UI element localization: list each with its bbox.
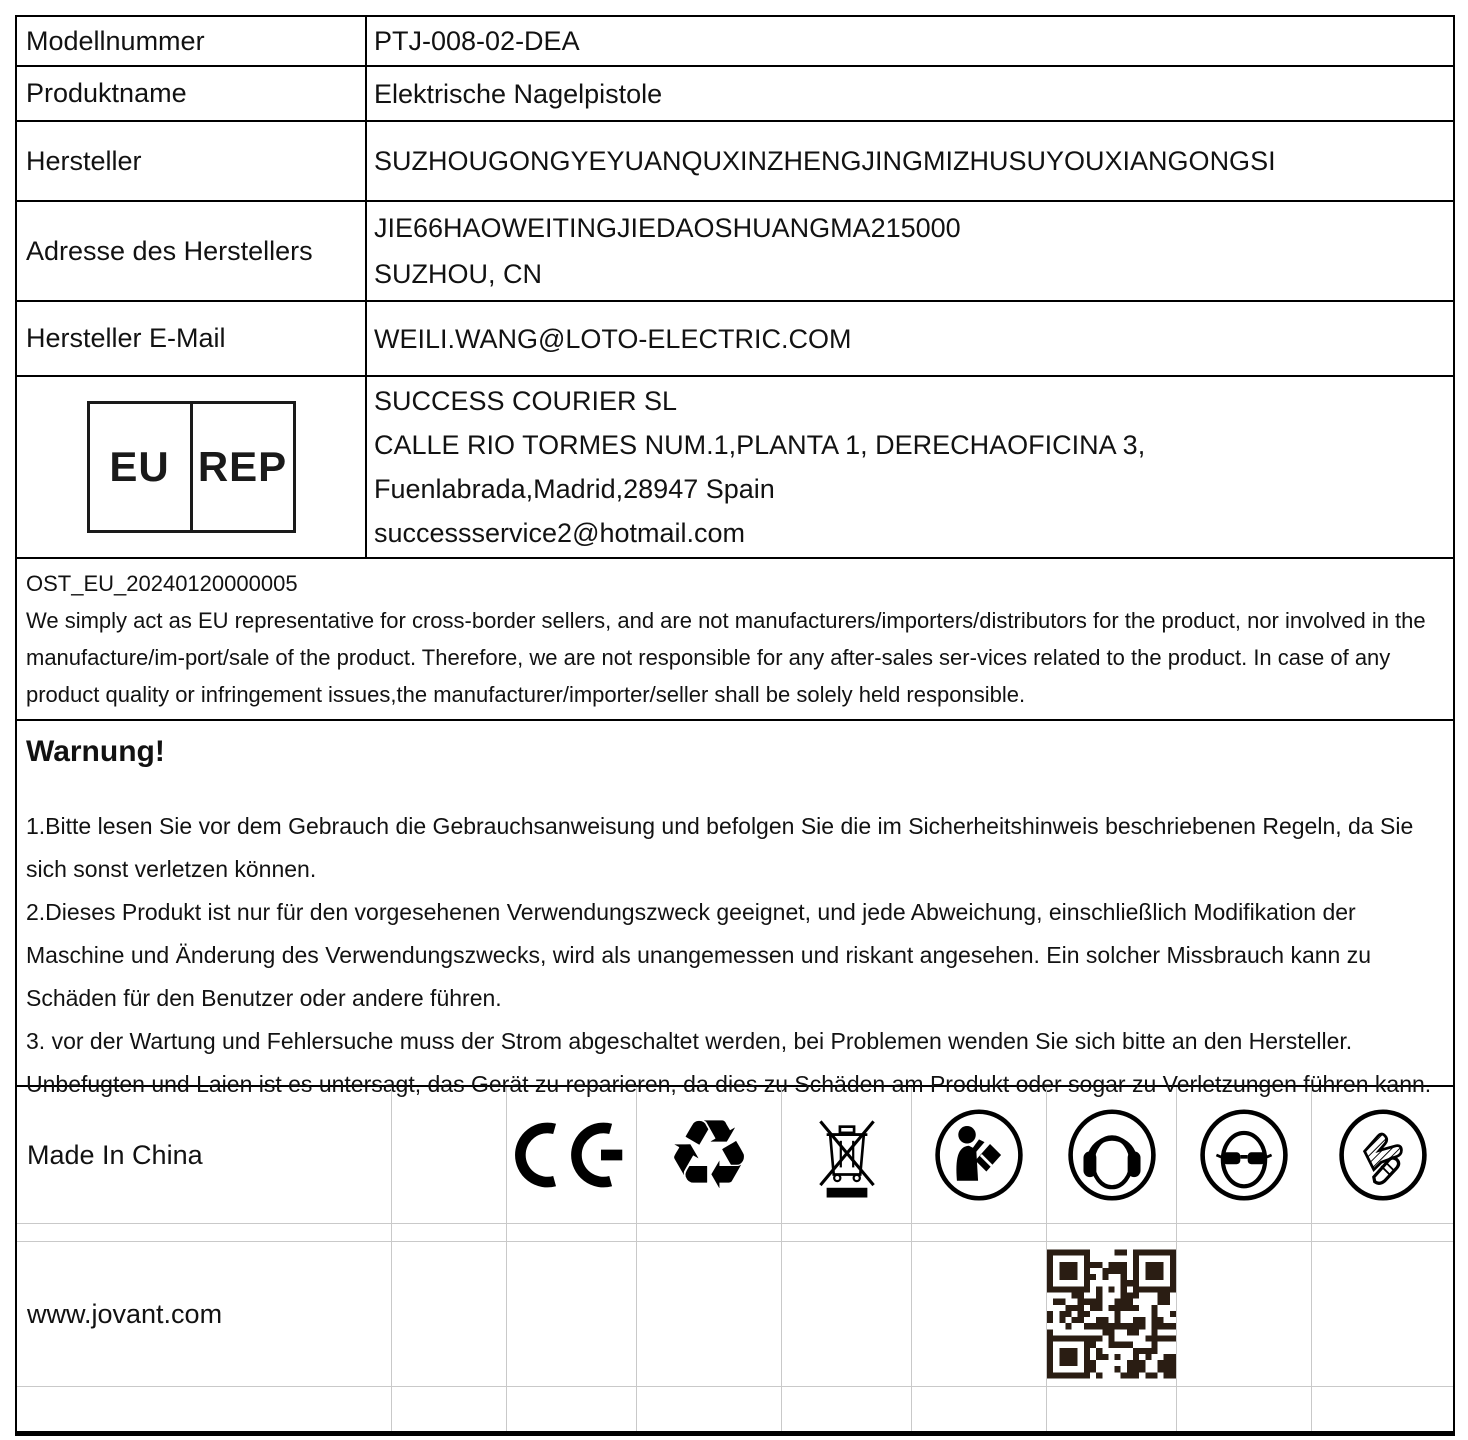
eu-rep-logo-rep: REP [197, 443, 288, 490]
weee-cell [782, 1087, 912, 1223]
model-number-label: Modellnummer [17, 17, 367, 65]
bottom-row [17, 1387, 1453, 1431]
website-text: www.jovant.com [27, 1298, 223, 1329]
recycle-cell [637, 1087, 782, 1223]
made-in-china-text: Made In China [27, 1139, 203, 1170]
address-line-2: SUZHOU, CN [374, 259, 542, 289]
warning-item-2: 2.Dieses Produkt ist nur für den vorgesehenen Verwendungszweck geeignet, und jede Abweichung, einschließlich Modifikation der Maschine und Änderung des Verwendungszwecks, wird als unangemessen und riskant angesehen. Ein solcher Missbrauch kann zu Schäden für den Benutzer oder andere führen. [26, 899, 1372, 1011]
footer-grid [17, 1087, 1453, 1431]
registration-number: OST_EU_20240120000005 [26, 571, 298, 596]
disclaimer-text: We simply act as EU representative for cross-border sellers, and are not manufacturers/importers/distributors for the product, nor involved in the manufacture/im-port/sale of the product. Therefore, we are not responsible for any after-sales ser-vices related to the product. In case of any product quality or infringement issues,the manufacturer/importer/seller shall be solely held responsible. [26, 608, 1426, 707]
icons-row [17, 1087, 1453, 1224]
table-row [17, 202, 1453, 302]
ce-cell [507, 1087, 637, 1223]
manufacturer-email-label: Hersteller E-Mail [17, 302, 367, 375]
warning-item-1: 1.Bitte lesen Sie vor dem Gebrauch die Gebrauchsanweisung und befolgen Sie die im Sicherheitshinweis beschriebenen Regeln, da Sie sich sonst verletzen können. [26, 813, 1414, 882]
eye-cell [1177, 1087, 1312, 1223]
origin-cell [17, 1087, 392, 1223]
eu-rep-row [17, 377, 1453, 559]
eu-rep-line-3: Fuenlabrada,Madrid,28947 Spain [374, 474, 775, 504]
read-manual-icon [933, 1109, 1025, 1201]
table-row [17, 67, 1453, 122]
eu-rep-logo-cell [17, 377, 367, 557]
table-row [17, 17, 1453, 67]
disclaimer-section [17, 559, 1453, 721]
product-name-value: Elektrische Nagelpistole [374, 78, 663, 109]
qr-cell [1047, 1242, 1177, 1386]
qr-code [1047, 1249, 1176, 1379]
website-cell [17, 1242, 392, 1386]
weee-bin-icon [816, 1108, 878, 1202]
ear-cell [1047, 1087, 1177, 1223]
eu-rep-line-2: CALLE RIO TORMES NUM.1,PLANTA 1, DERECHAOFICINA 3, [374, 430, 1146, 460]
manufacturer-email-value: WEILI.WANG@LOTO-ELECTRIC.COM [374, 323, 852, 354]
product-label-sheet [15, 15, 1455, 1436]
warning-item-3: 3. vor der Wartung und Fehlersuche muss der Strom abgeschaltet werden, bei Problemen wenden Sie sich bitte an den Hersteller. Unbefugten und Laien ist es untersagt, das Gerät zu reparieren, da dies zu Schäden am Produkt oder sogar zu Verletzungen führen kann. [26, 1028, 1432, 1097]
manual-cell [912, 1087, 1047, 1223]
ear-protection-icon [1066, 1109, 1158, 1201]
manufacturer-value: SUZHOUGONGYEYUANQUXINZHENGJINGMIZHUSUYOUXIANGONGSI [374, 146, 1276, 176]
hand-protection-icon [1337, 1109, 1429, 1201]
recycle-icon: ♻ [665, 1099, 753, 1211]
manufacturer-address-value [367, 202, 1453, 300]
eu-rep-logo-eu: EU [90, 404, 193, 530]
eu-rep-logo [87, 401, 296, 533]
address-line-1: JIE66HAOWEITINGJIEDAOSHUANGMA215000 [374, 213, 961, 243]
warning-title: Warnung! [26, 735, 165, 768]
website-row [17, 1242, 1453, 1387]
warning-section [17, 721, 1453, 1097]
manufacturer-label: Hersteller [17, 122, 367, 200]
table-row [17, 302, 1453, 377]
table-row [17, 122, 1453, 202]
eu-rep-line-1: SUCCESS COURIER SL [374, 386, 678, 416]
eu-rep-address [367, 377, 1453, 557]
eu-rep-line-4: successservice2@hotmail.com [374, 518, 746, 548]
manufacturer-address-label: Adresse des Herstellers [17, 202, 367, 300]
eye-protection-icon [1198, 1109, 1290, 1201]
model-number-value: PTJ-008-02-DEA [374, 26, 580, 56]
glove-cell [1312, 1087, 1453, 1223]
empty-cell [392, 1087, 507, 1223]
spacer-row [17, 1224, 1453, 1242]
product-name-label: Produktname [17, 67, 367, 120]
ce-mark-icon [514, 1121, 630, 1189]
